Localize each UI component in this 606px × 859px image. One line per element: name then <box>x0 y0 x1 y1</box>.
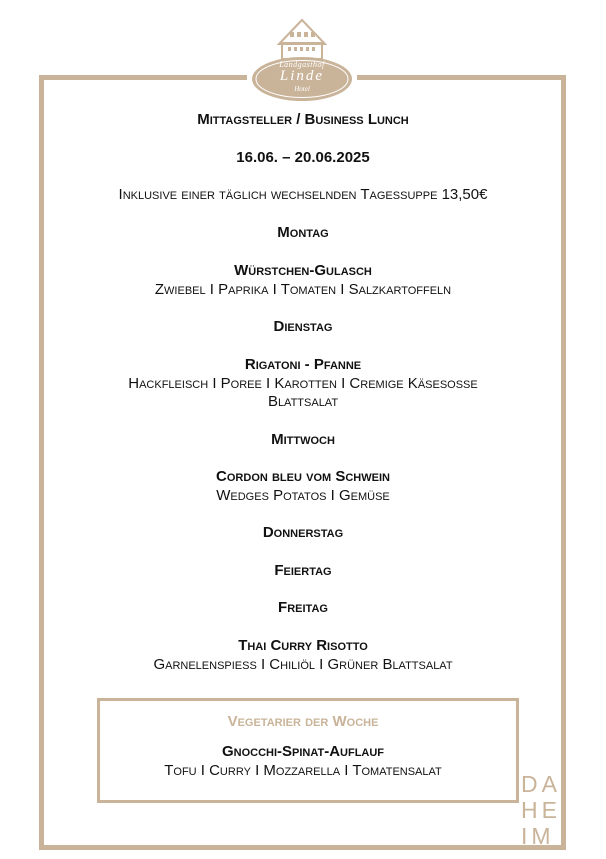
logo-line2: Linde <box>279 68 325 84</box>
sides-friday: Garnelenspieß I Chiliöl I Grüner Blattsalat <box>153 656 453 673</box>
dish-tuesday: Rigatoni - Pfanne <box>244 356 362 373</box>
menu-title: Mittagsteller / Business Lunch <box>197 111 409 128</box>
day-wednesday: Mittwoch <box>271 431 335 448</box>
dish-thursday: Feiertag <box>274 562 332 579</box>
vegetarian-dish: Gnocchi-Spinat-Auflauf <box>221 743 385 760</box>
vegetarian-box <box>97 698 519 803</box>
vegetarian-sides: Tofu I Curry I Mozzarella I Tomatensalat <box>164 762 442 779</box>
daheim-brand <box>521 771 561 849</box>
sides-tuesday: Hackfleisch I Poree I Karotten I Cremige Käsesoße <box>128 375 478 392</box>
sides-wednesday: Wedges Potatos I Gemüse <box>216 487 390 504</box>
day-thursday: Donnerstag <box>262 524 344 541</box>
day-friday: Freitag <box>278 599 328 616</box>
day-tuesday: Dienstag <box>273 318 333 335</box>
menu-dates: 16.06. – 20.06.2025 <box>236 149 370 166</box>
dish-wednesday: Cordon bleu vom Schwein <box>216 468 390 485</box>
sides-tuesday-2: Blattsalat <box>267 393 339 410</box>
sides-monday: Zwiebel I Paprika I Tomaten I Salzkartoffeln <box>154 281 452 298</box>
dish-monday: Würstchen-Gulasch <box>234 262 372 279</box>
menu-note: Inklusive einer täglich wechselnden Tagessuppe 13,50€ <box>118 186 488 203</box>
dish-friday: Thai Curry Risotto <box>238 637 368 654</box>
hotel-logo <box>247 14 357 106</box>
brand-line2: HE <box>521 797 561 823</box>
brand-line1: DA <box>521 771 561 797</box>
logo-line3: Hotel <box>294 85 310 93</box>
vegetarian-heading: Vegetarier der Woche <box>227 713 379 730</box>
logo-line1: Landgasthof <box>279 60 325 69</box>
day-monday: Montag <box>277 224 329 241</box>
brand-line3: IM <box>521 823 555 849</box>
